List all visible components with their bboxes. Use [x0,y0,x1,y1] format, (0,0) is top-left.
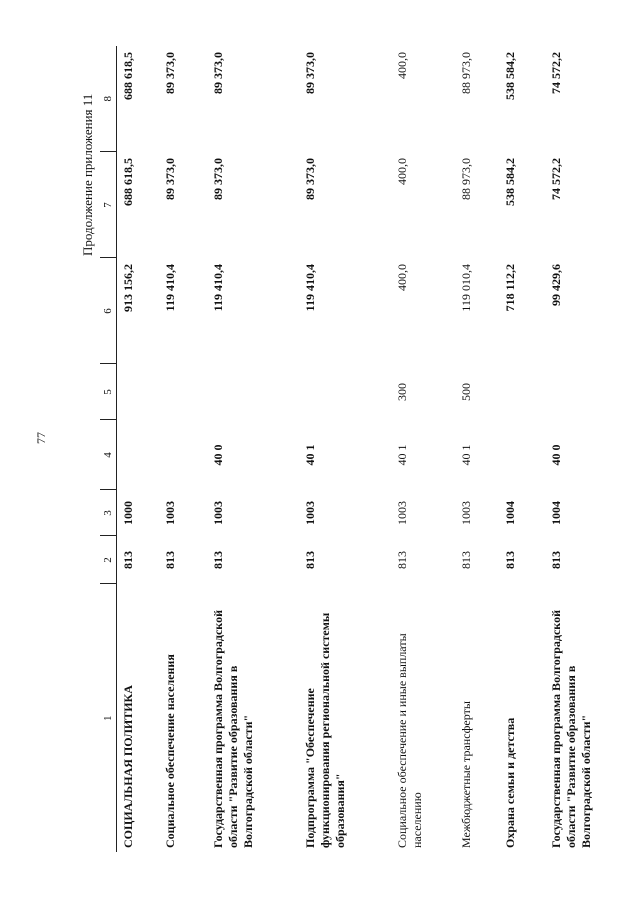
table-row [299,46,391,852]
amount-col7: 538 584,2 [503,158,517,206]
amount-col7: 88 973,0 [459,158,473,200]
amount-col8: 88 973,0 [459,52,473,94]
budget-table-container [100,46,616,852]
column-header: 7 [100,152,117,258]
amount-col8: 89 373,0 [211,52,225,94]
program-code [117,420,160,490]
amount-col8: 89 373,0 [163,52,177,94]
table-row [159,46,207,852]
section-code: 1004 [503,501,517,525]
expense-type-code: 500 [459,383,473,401]
amount-col7: 89 373,0 [163,158,177,200]
table-row [117,46,160,852]
ministry-code: 813 [459,551,473,569]
column-header: 4 [100,420,117,490]
table-row [545,46,623,852]
row-title: Государственная программа Волгоградской области "Развитие образования в Волгоградской области" [549,610,593,848]
amount-col7: 89 373,0 [211,158,225,200]
amount-col8: 89 373,0 [303,52,317,94]
amount-col6: 400,0 [395,264,409,291]
ministry-code: 813 [163,551,177,569]
header-row [100,46,117,852]
table-row [207,46,299,852]
program-code: 40 1 [395,444,409,466]
program-code: 40 1 [303,444,317,466]
appendix-caption: Продолжение приложения 11 [80,93,95,256]
expense-type-code [545,364,623,420]
expense-type-code [207,364,299,420]
row-title: Подпрограмма "Обеспечение функционирования региональной системы образования" [303,612,347,848]
ministry-code: 813 [503,551,517,569]
row-title: СОЦИАЛЬНАЯ ПОЛИТИКА [121,685,135,848]
column-header: 8 [100,46,117,152]
row-title: Межбюджетные трансферты [459,701,473,848]
amount-col7: 400,0 [395,158,409,185]
budget-table [100,46,623,852]
row-title: Социальное обеспечение и иные выплаты населению [395,633,424,848]
section-code: 1003 [211,501,225,525]
amount-col8: 688 618,5 [121,52,135,100]
table-row [499,46,545,852]
column-header: 3 [100,490,117,536]
ministry-code: 813 [549,551,563,569]
column-header: 2 [100,536,117,584]
ministry-code: 813 [303,551,317,569]
amount-col6: 718 112,2 [503,264,517,312]
amount-col6: 119 410,4 [303,264,317,312]
amount-col7: 688 618,5 [121,158,135,206]
section-code: 1003 [395,501,409,525]
amount-col6: 119 010,4 [459,264,473,312]
expense-type-code [299,364,391,420]
row-title: Государственная программа Волгоградской области "Развитие образования в Волгоградской области" [211,610,255,848]
amount-col6: 119 410,4 [163,264,177,312]
ministry-code: 813 [211,551,225,569]
table-row [391,46,455,852]
section-code: 1003 [459,501,473,525]
column-header: 6 [100,258,117,364]
row-title: Социальное обеспечение населения [163,654,177,848]
amount-col7: 89 373,0 [303,158,317,200]
expense-type-code: 300 [395,383,409,401]
amount-col8: 74 572,2 [549,52,563,94]
section-code: 1003 [163,501,177,525]
ministry-code: 813 [395,551,409,569]
program-code [499,420,545,490]
amount-col7: 74 572,2 [549,158,563,200]
expense-type-code [117,364,160,420]
amount-col8: 400,0 [395,52,409,79]
program-code: 40 1 [459,444,473,466]
program-code [159,420,207,490]
amount-col6: 913 156,2 [121,264,135,312]
amount-col6: 99 429,6 [549,264,563,306]
amount-col8: 538 584,2 [503,52,517,100]
program-code: 40 0 [211,444,225,466]
column-header: 1 [100,584,117,852]
expense-type-code [499,364,545,420]
ministry-code: 813 [121,551,135,569]
amount-col6: 119 410,4 [211,264,225,312]
table-row [455,46,499,852]
section-code: 1000 [121,501,135,525]
column-header: 5 [100,364,117,420]
section-code: 1004 [549,501,563,525]
page-number: 77 [34,432,48,444]
section-code: 1003 [303,501,317,525]
row-title: Охрана семьи и детства [503,717,517,848]
program-code: 40 0 [549,444,563,466]
expense-type-code [159,364,207,420]
